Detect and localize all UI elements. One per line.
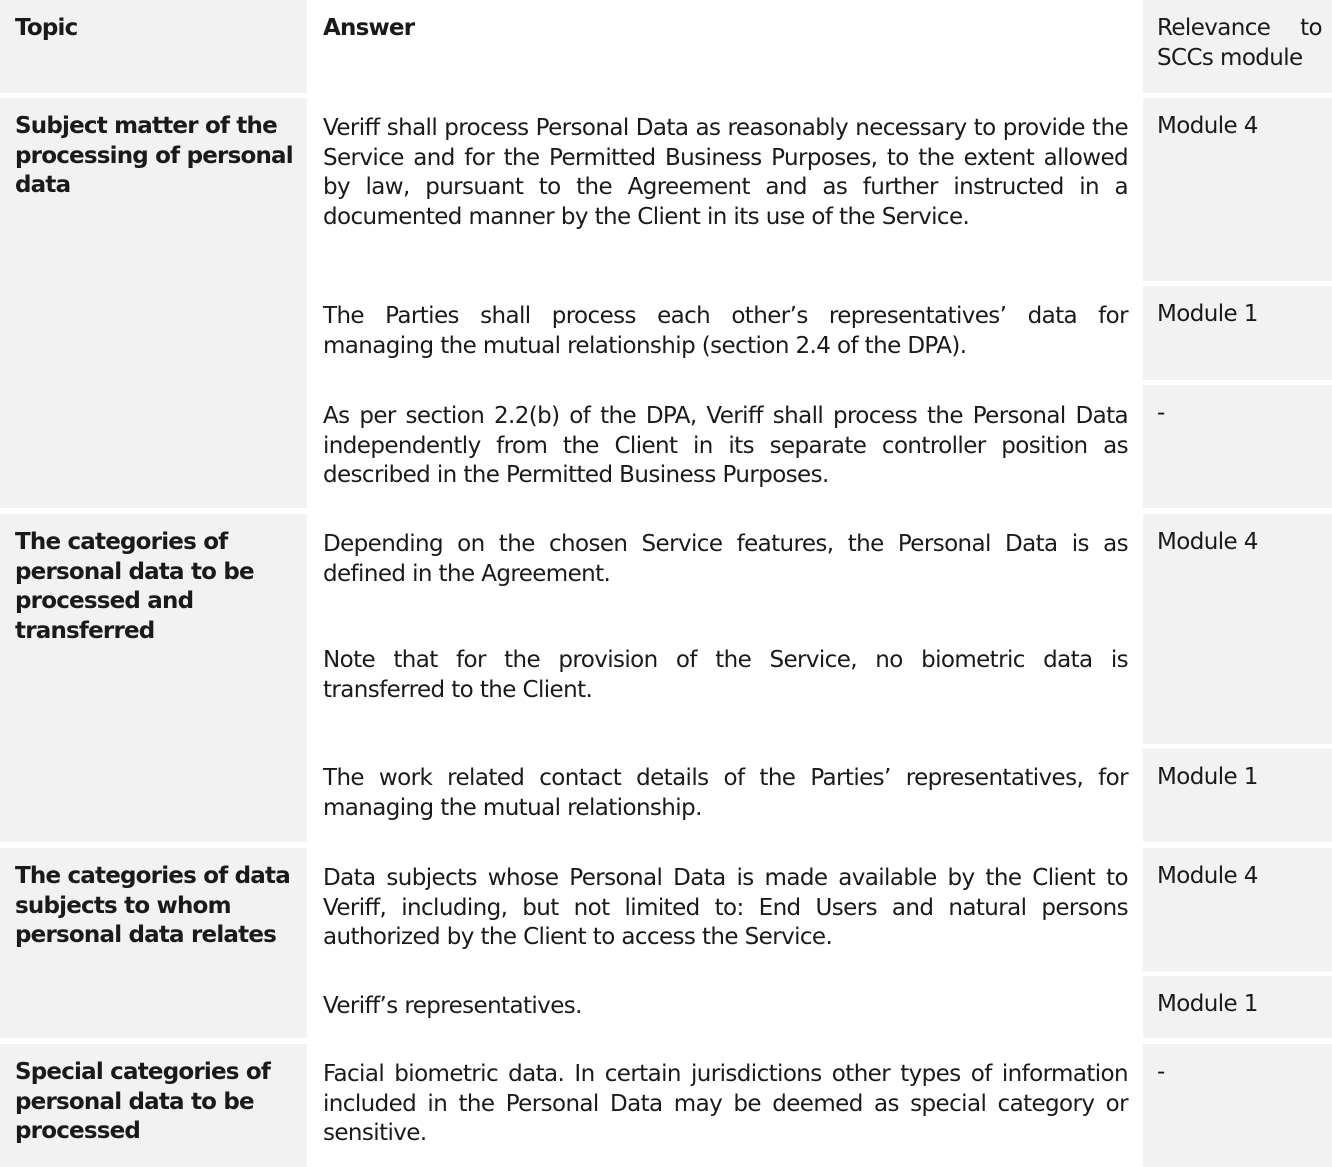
answer-text: The work related contact details of the Parties’ representatives, for managing the mutual relationship. [323, 765, 1128, 821]
row-answer [323, 864, 1128, 953]
row-topic: Subject matter of the processing of personal data [15, 113, 293, 198]
module-label: Module 4 [1157, 529, 1258, 555]
answer-text: Veriff shall process Personal Data as reasonably necessary to provide the Service and for the Permitted Business Purposes, to the extent allowed by law, pursuant to the Agreement and as further instructed in a documented manner by the Client in its use of the Service. [323, 115, 1128, 230]
row-answer [323, 402, 1128, 491]
header-answer-cell [323, 14, 1128, 44]
module-label: Module 4 [1157, 863, 1258, 889]
module-label: Module 1 [1157, 764, 1258, 790]
header-relevance-cell [1143, 0, 1332, 93]
module-cell [1143, 286, 1332, 380]
module-cell [1143, 848, 1332, 971]
module-label: Module 4 [1157, 113, 1258, 139]
module-label: Module 1 [1157, 301, 1258, 327]
header-answer: Answer [323, 15, 415, 41]
row-answer [323, 992, 1128, 1022]
row-answer [323, 114, 1128, 232]
row-answer [323, 646, 1128, 705]
module-cell [1143, 514, 1332, 744]
answer-text: Depending on the chosen Service features, the Personal Data is as defined in the Agreement. [323, 531, 1128, 587]
answer-text: Facial biometric data. In certain jurisdictions other types of information included in the Personal Data may be deemed as special category or sensitive. [323, 1061, 1128, 1146]
row-topic-cell [0, 98, 307, 508]
module-label: - [1157, 1059, 1165, 1085]
module-cell [1143, 98, 1332, 281]
module-cell [1143, 976, 1332, 1038]
header-topic-cell [0, 0, 307, 93]
row-answer [323, 302, 1128, 361]
row-topic: Special categories of personal data to be processed [15, 1059, 271, 1144]
answer-text: Data subjects whose Personal Data is made available by the Client to Veriff, including, but not limited to: End Users and natural persons authorized by the Client to access the Service. [323, 865, 1128, 950]
header-topic: Topic [15, 15, 78, 41]
answer-text: The Parties shall process each other’s representatives’ data for managing the mutual relationship (section 2.4 of the DPA). [323, 303, 1128, 359]
answer-text: Note that for the provision of the Service, no biometric data is transferred to the Client. [323, 647, 1128, 703]
answer-text: Veriff’s representatives. [323, 993, 582, 1019]
module-cell [1143, 385, 1332, 508]
row-answer [323, 1060, 1128, 1149]
row-answer [323, 530, 1128, 589]
row-topic-cell [0, 848, 307, 1038]
header-relevance: Relevance to SCCs module [1157, 15, 1322, 71]
module-cell [1143, 749, 1332, 842]
row-topic: The categories of personal data to be processed and transferred [15, 529, 254, 644]
row-topic-cell [0, 514, 307, 842]
module-cell [1143, 1044, 1332, 1167]
answer-text: As per section 2.2(b) of the DPA, Veriff shall process the Personal Data independently from the Client in its separate controller position as described in the Permitted Business Purposes. [323, 403, 1128, 488]
row-answer [323, 764, 1128, 823]
row-topic-cell [0, 1044, 307, 1167]
module-label: Module 1 [1157, 991, 1258, 1017]
module-label: - [1157, 400, 1165, 426]
row-topic: The categories of data subjects to whom personal data relates [15, 863, 290, 948]
